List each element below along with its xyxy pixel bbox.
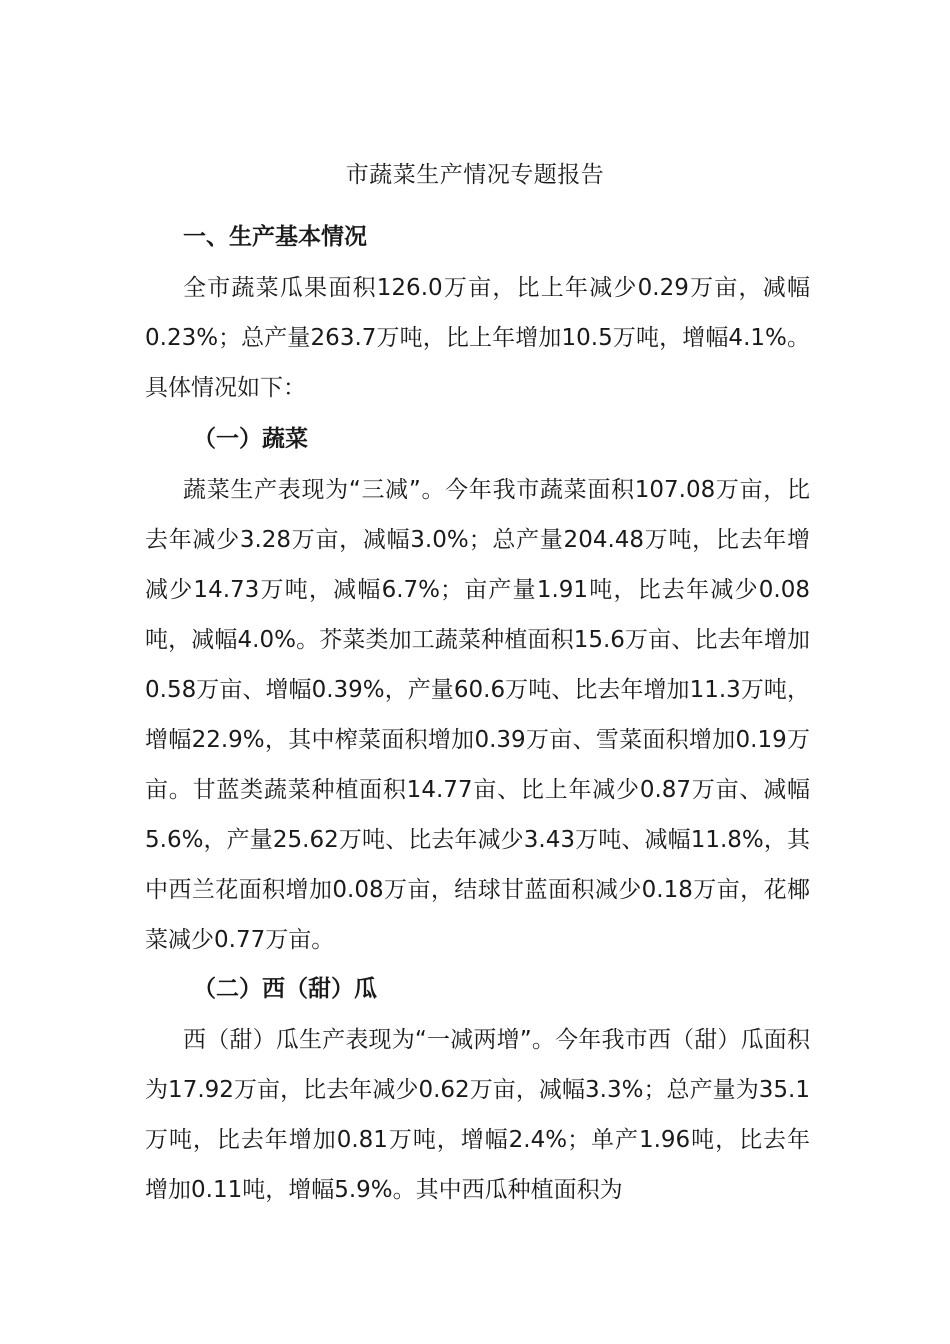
paragraph-vegetables: 蔬菜生产表现为“三减”。今年我市蔬菜面积107.08万亩，比去年减少3.28万亩，减幅3.0%；总产量204.48万吨，比去年增减少14.73万吨，减幅6.7%；亩产量1.91吨，比去年减少0.08吨，减幅4.0%。芥菜类加工蔬菜种植面积15.6万亩、比去年增加0.58万亩、增幅0.39%，产量60.6万吨、比去年增加11.3万吨，增幅22.9%，其中榨菜面积增加0.39万亩、雪菜面积增加0.19万亩。甘蓝类蔬菜种植面积14.77亩、比上年减少0.87万亩、减幅5.6%，产量25.62万吨、比去年减少3.43万吨、减幅11.8%，其中西兰花面积增加0.08万亩，结球甘蓝面积减少0.18万亩，花椰菜减少0.77万亩。	[145, 477, 810, 953]
document-title: 市蔬菜生产情况专题报告	[345, 162, 605, 188]
subsection-heading-vegetables: （一）蔬菜	[193, 426, 308, 452]
section-heading-production-basics: 一、生产基本情况	[183, 224, 367, 250]
subsection-heading-melons: （二）西（甜）瓜	[193, 976, 377, 1002]
paragraph-melons: 西（甜）瓜生产表现为“一减两增”。今年我市西（甜）瓜面积为17.92万亩，比去年减少0.62万亩，减幅3.3%；总产量为35.1万吨，比去年增加0.81万吨，增幅2.4%；单产1.96吨，比去年增加0.11吨，增幅5.9%。其中西瓜种植面积为	[145, 1027, 810, 1203]
paragraph-overview: 全市蔬菜瓜果面积126.0万亩，比上年减少0.29万亩，减幅0.23%；总产量263.7万吨，比上年增加10.5万吨，增幅4.1%。具体情况如下：	[145, 275, 810, 401]
